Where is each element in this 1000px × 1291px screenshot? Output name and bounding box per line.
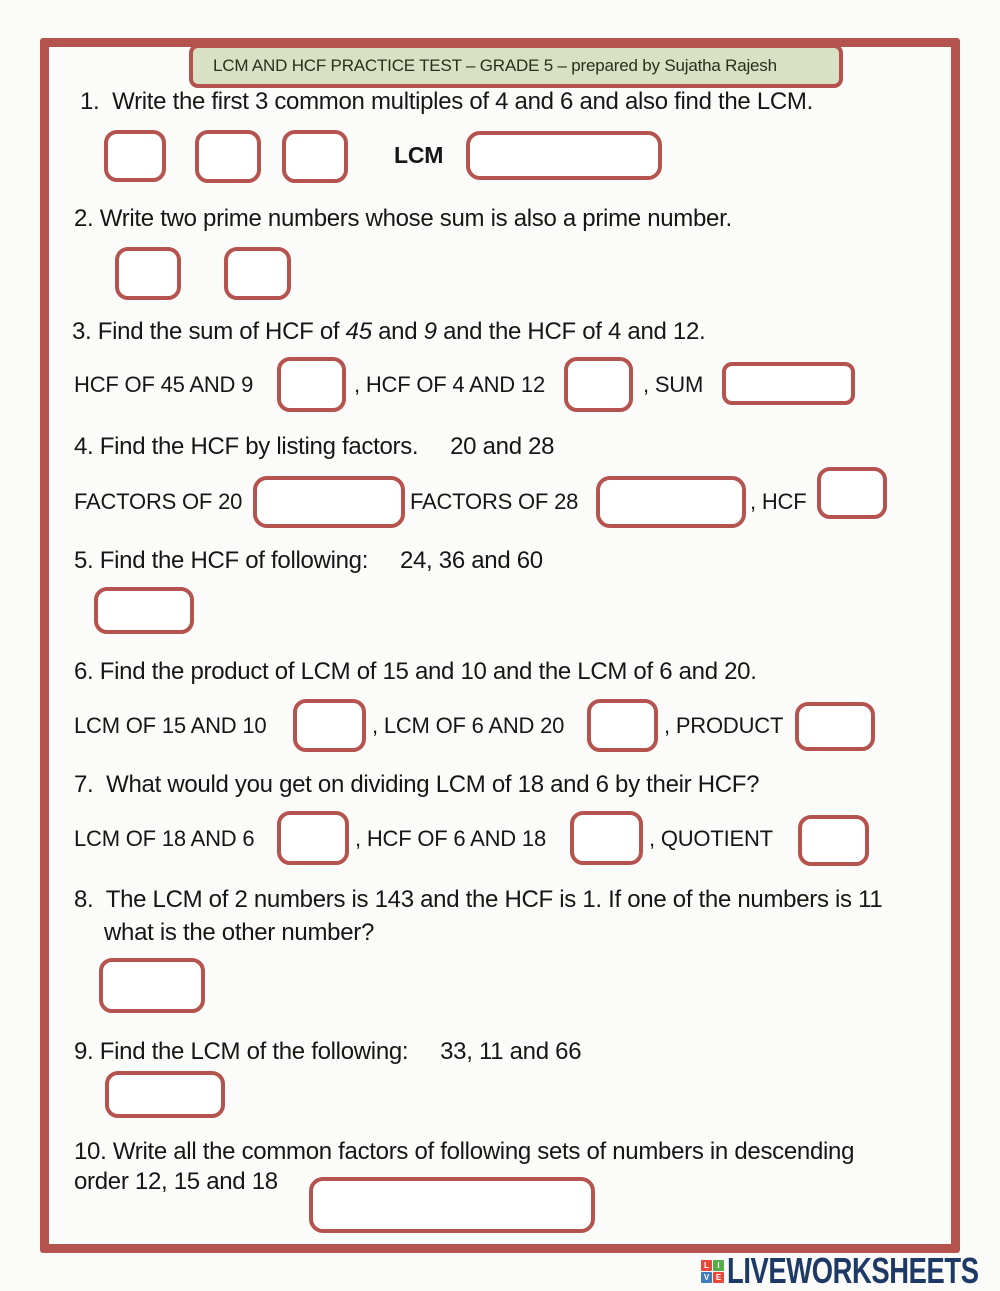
q3-text-part: 3. Find the sum of HCF of xyxy=(72,318,346,345)
q3-label-hcf-45-9: HCF OF 45 AND 9 xyxy=(74,372,254,397)
logo-letter-i: I xyxy=(713,1260,724,1271)
question-3-text xyxy=(72,318,705,346)
q1-answer-box-3[interactable] xyxy=(282,130,348,183)
question-10-text-line1: 10. Write all the common factors of following sets of numbers in descending xyxy=(74,1138,855,1165)
liveworksheets-logo-grid-icon xyxy=(701,1260,724,1283)
q10-answer-box[interactable] xyxy=(309,1177,595,1233)
q3-text-part: and xyxy=(371,318,424,345)
q4-answer-box-factors-20[interactable] xyxy=(253,476,405,528)
q7-answer-box-lcm-18-6[interactable] xyxy=(277,811,349,865)
question-7-text: 7. What would you get on dividing LCM of 18 and 6 by their HCF? xyxy=(74,771,760,798)
question-2-text: 2. Write two prime numbers whose sum is also a prime number. xyxy=(74,205,732,232)
question-1-text: 1. Write the first 3 common multiples of 4 and 6 and also find the LCM. xyxy=(80,88,813,115)
q3-italic-45: 45 xyxy=(345,318,372,345)
q3-label-sum: , SUM xyxy=(643,372,704,397)
q2-answer-box-1[interactable] xyxy=(115,247,181,300)
q4-answer-box-hcf[interactable] xyxy=(817,467,887,519)
question-10-text-line2: order 12, 15 and 18 xyxy=(74,1168,278,1195)
q7-label-hcf-6-18: , HCF OF 6 AND 18 xyxy=(355,826,546,851)
q6-label-lcm-6-20: , LCM OF 6 AND 20 xyxy=(372,713,565,738)
q1-answer-box-1[interactable] xyxy=(104,130,166,182)
question-8-text-line1: 8. The LCM of 2 numbers is 143 and the HCF is 1. If one of the numbers is 11 xyxy=(74,886,883,913)
q6-answer-box-lcm-15-10[interactable] xyxy=(293,699,366,752)
q3-text-part: and the HCF of 4 and 12. xyxy=(436,318,706,345)
q1-answer-box-2[interactable] xyxy=(195,130,261,183)
q5-answer-box[interactable] xyxy=(94,587,194,634)
q6-label-product: , PRODUCT xyxy=(664,713,784,738)
q1-lcm-label: LCM xyxy=(394,142,444,168)
q7-answer-box-hcf-6-18[interactable] xyxy=(570,811,643,865)
q3-label-hcf-4-12: , HCF OF 4 AND 12 xyxy=(354,372,545,397)
q3-answer-box-hcf-4-12[interactable] xyxy=(564,357,633,412)
q4-answer-box-factors-28[interactable] xyxy=(596,476,746,528)
q3-answer-box-hcf-45-9[interactable] xyxy=(277,357,346,412)
question-5-text: 5. Find the HCF of following: 24, 36 and 60 xyxy=(74,547,543,574)
question-8-text-line2: what is the other number? xyxy=(104,919,374,946)
liveworksheets-logo[interactable] xyxy=(701,1252,999,1290)
q2-answer-box-2[interactable] xyxy=(224,247,291,300)
logo-letter-l: L xyxy=(701,1260,712,1271)
q4-label-factors-28: FACTORS OF 28 xyxy=(410,489,579,514)
q4-label-factors-20: FACTORS OF 20 xyxy=(74,489,243,514)
liveworksheets-brand-text: LIVEWORKSHEETS xyxy=(727,1250,979,1291)
q1-lcm-answer-box[interactable] xyxy=(466,131,662,180)
q4-label-hcf: , HCF xyxy=(750,489,807,514)
question-9-text: 9. Find the LCM of the following: 33, 11 and 66 xyxy=(74,1038,582,1065)
worksheet-title-bar xyxy=(189,44,843,88)
question-6-text: 6. Find the product of LCM of 15 and 10 and the LCM of 6 and 20. xyxy=(74,658,757,685)
q6-answer-box-lcm-6-20[interactable] xyxy=(587,699,658,752)
worksheet-title: LCM AND HCF PRACTICE TEST – GRADE 5 – prepared by Sujatha Rajesh xyxy=(213,56,777,75)
q9-answer-box[interactable] xyxy=(105,1071,225,1118)
logo-letter-v: V xyxy=(701,1272,712,1283)
question-4-text: 4. Find the HCF by listing factors. 20 and 28 xyxy=(74,433,555,460)
q6-label-lcm-15-10: LCM OF 15 AND 10 xyxy=(74,713,267,738)
q7-answer-box-quotient[interactable] xyxy=(798,815,869,866)
logo-letter-e: E xyxy=(713,1272,724,1283)
q7-label-lcm-18-6: LCM OF 18 AND 6 xyxy=(74,826,255,851)
q7-label-quotient: , QUOTIENT xyxy=(649,826,773,851)
q3-italic-9: 9 xyxy=(423,318,437,345)
q6-answer-box-product[interactable] xyxy=(795,702,875,751)
q3-answer-box-sum[interactable] xyxy=(722,362,855,405)
q8-answer-box[interactable] xyxy=(99,958,205,1013)
